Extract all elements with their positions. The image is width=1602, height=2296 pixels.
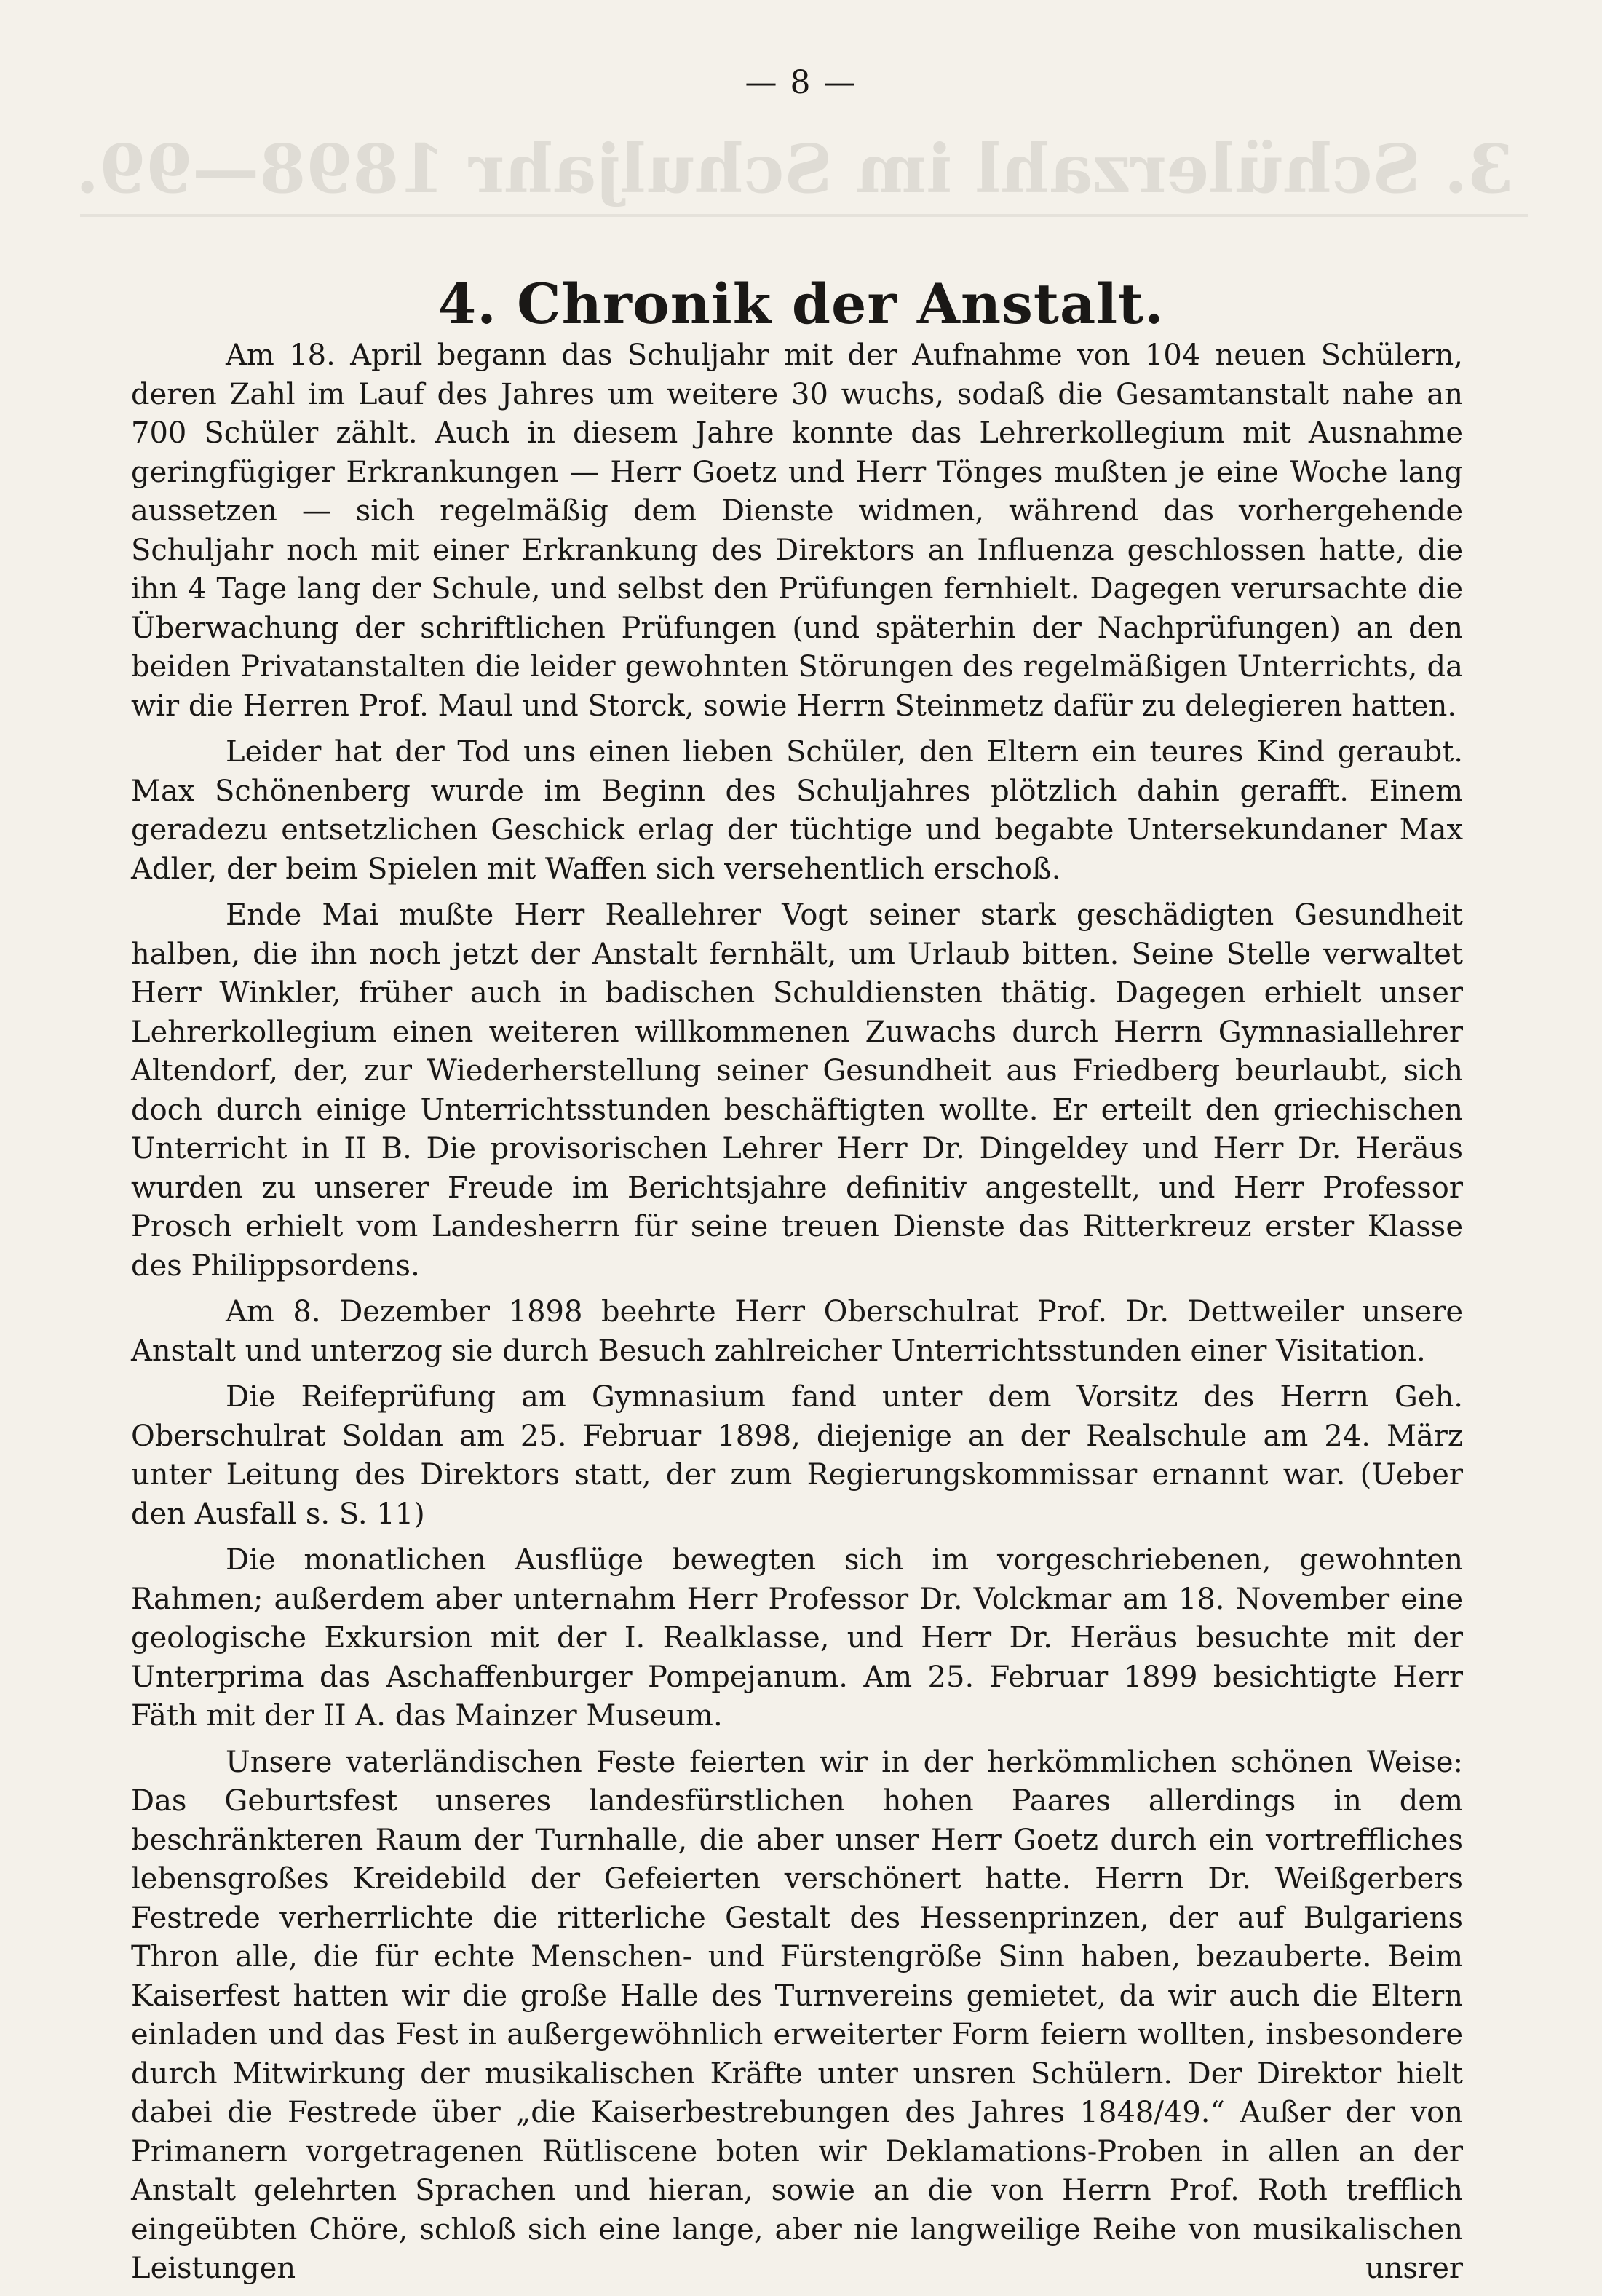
paragraph-visitation: Am 8. Dezember 1898 beehrte Herr Oberschulrat Prof. Dr. Dettweiler unsere Anstalt und unterzog sie durch Besuch zahlreicher Unterrichtsstunden einer Visitation.: [131, 1295, 1463, 1368]
page-number: — 8 —: [745, 64, 857, 101]
paragraph-school-year: Am 18. April begann das Schuljahr mit der Aufnahme von 104 neuen Schülern, deren Zahl im Lauf des Jahres um weitere 30 wuchs, sodaß die Gesamtanstalt nahe an 700 Schüler zählt. Auch in diesem Jahre konnte das Lehrerkollegium mit Ausnahme geringfügiger Erkrankungen — Herr Goetz und Herr Tönges mußten je eine Woche lang aussetzen — sich regelmäßig dem Dienste widmen, während das vorhergehende Schuljahr noch mit einer Erkrankung des Direktors an Influenza geschlossen hatte, die ihn 4 Tage lang der Schule, und selbst den Prüfungen fernhielt. Dagegen verursachte die Überwachung der schriftlichen Prüfungen (und späterhin der Nachprüfungen) an den beiden Privatanstalten die leider gewohnten Störungen des regelmäßigen Unterrichts, da wir die Herren Prof. Maul und Storck, sowie Herrn Steinmetz dafür zu delegieren hatten.: [131, 339, 1463, 723]
bleed-through-rule: [80, 214, 1528, 217]
paragraph-exams: Die Reifeprüfung am Gymnasium fand unter dem Vorsitz des Herrn Geh. Oberschulrat Soldan am 25. Februar 1898, diejenige an der Realschule am 24. März unter Leitung des Direktors statt, der zum Regierungskommissar ernannt war. (Ueber den Ausfall s. S. 11): [131, 1380, 1463, 1531]
paragraph-festivities: Unsere vaterländischen Feste feierten wir in der herkömmlichen schönen Weise: Das Geburtsfest unseres landesfürstlichen hohen Paares allerdings in dem beschränkteren Raum der Turnhalle, die aber unser Herr Goetz durch ein vortreffliches lebensgroßes Kreidebild der Gefeierten verschönert hatte. Herrn Dr. Weißgerbers Festrede verherrlichte die ritterliche Gestalt des Hessenprinzen, der auf Bulgariens Thron alle, die für echte Menschen- und Fürstengröße Sinn haben, bezauberte. Beim Kaiserfest hatten wir die große Halle des Turnvereins gemietet, da wir auch die Eltern einladen und das Fest in außergewöhnlich erweiterter Form feiern wollten, insbesondere durch Mitwirkung der musikalischen Kräfte unter unsren Schülern. Der Direktor hielt dabei die Festrede über „die Kaiserbestrebungen des Jahres 1848/49.“ Außer der von Primanern vorgetragenen Rütliscene boten wir Deklamations-Proben in allen an der Anstalt gelehrten Sprachen und hieran, sowie an die von Herrn Prof. Roth trefflich eingeübten Chöre, schloß sich eine lange, aber nie langweilige Reihe von musikalischen Leistungen unsrer: [131, 1745, 1463, 2285]
paragraph-staff-changes: Ende Mai mußte Herr Reallehrer Vogt seiner stark geschädigten Gesundheit halben, die ihn noch jetzt der Anstalt fernhält, um Urlaub bitten. Seine Stelle verwaltet Herr Winkler, früher auch in badischen Schuldiensten thätig. Dagegen erhielt unser Lehrerkollegium einen weiteren willkommenen Zuwachs durch Herrn Gymnasiallehrer Altendorf, der, zur Wiederherstellung seiner Gesundheit aus Friedberg beurlaubt, sich doch durch einige Unterrichtsstunden beschäftigten wollte. Er erteilt den griechischen Unterricht in II B. Die provisorischen Lehrer Herr Dr. Dingeldey und Herr Dr. Heräus wurden zu unserer Freude im Berichtsjahre definitiv angestellt, und Herr Professor Prosch erhielt vom Landesherrn für seine treuen Dienste das Ritterkreuz erster Klasse des Philippsordens.: [131, 898, 1463, 1283]
paragraph-deaths: Leider hat der Tod uns einen lieben Schüler, den Eltern ein teures Kind geraubt. Max Schönenberg wurde im Beginn des Schuljahres plötzlich dahin gerafft. Einem geradezu entsetzlichen Geschick erlag der tüchtige und begabte Untersekundaner Max Adler, der beim Spielen mit Waffen sich versehentlich erschoß.: [131, 735, 1463, 886]
chronicle-body: [131, 336, 1463, 2296]
chapter-title: 4. Chronik der Anstalt.: [437, 271, 1165, 336]
bleed-through-heading: 3. Schülerzahl im Schuljahr 1898—99.: [76, 130, 1514, 208]
paragraph-excursions: Die monatlichen Ausflüge bewegten sich im vorgeschriebenen, gewohnten Rahmen; außerdem aber unternahm Herr Professor Dr. Volckmar am 18. November eine geologische Exkursion mit der I. Realklasse, und Herr Dr. Heräus besuchte mit der Unterprima das Aschaffenburger Pompejanum. Am 25. Februar 1899 besichtigte Herr Fäth mit der II A. das Mainzer Museum.: [131, 1543, 1463, 1733]
